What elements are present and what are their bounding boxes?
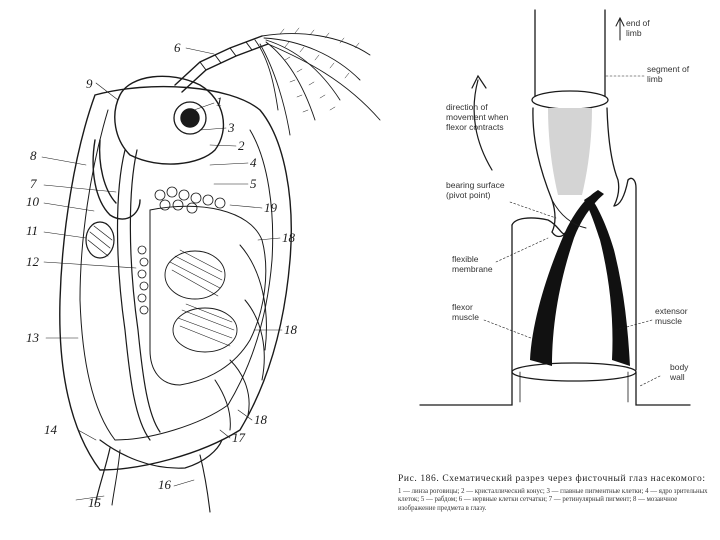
caption-title: Рис. 186. Схематический разрез через фисточный глаз насекомого: [398,474,706,484]
label-18b: 18 [284,322,297,337]
figure-caption [398,474,714,513]
label-12: 12 [26,254,39,269]
label-end-of-limb: end of limb [626,18,650,38]
label-bearing-surface: bearing surface (pivot point) [446,180,505,200]
label-10: 10 [26,194,39,209]
caption-text: 1 — линза роговицы; 2 — кристаллический конус; 3 — главные пигментные клетки; 4 — ядро зрительных клеток; 5 — рабдом; 6 — нервные клетки сетчатки; 7 — ретинулярный пигмент; 8 — мозаичное изображение предмета в глазу. [398,488,708,512]
crustacean-anatomy-drawing [42,28,380,512]
label-13: 13 [26,330,39,345]
label-9: 9 [86,76,93,91]
label-18a: 18 [282,230,295,245]
label-flexible-membrane: flexible membrane [452,254,493,274]
label-18c: 18 [254,412,267,427]
label-7: 7 [30,176,37,191]
label-11: 11 [26,223,39,238]
label-8: 8 [30,148,37,163]
label-16: 16 [158,477,171,492]
label-3: 3 [228,120,235,135]
label-4: 4 [250,155,257,170]
label-14: 14 [44,422,57,437]
label-extensor-muscle: extensor muscle [655,306,688,326]
label-flexor-muscle: flexor muscle [452,302,479,322]
label-body-wall: body wall [670,362,689,382]
label-19: 19 [264,200,277,215]
label-direction-of-movement: direction of movement when flexor contracts [446,102,509,132]
label-segment-of-limb: segment of limb [647,64,690,84]
label-5: 5 [250,176,257,191]
label-15: 15 [88,495,101,510]
label-2: 2 [238,138,245,153]
label-17: 17 [232,430,245,445]
label-6: 6 [174,40,181,55]
label-1: 1 [216,94,223,109]
